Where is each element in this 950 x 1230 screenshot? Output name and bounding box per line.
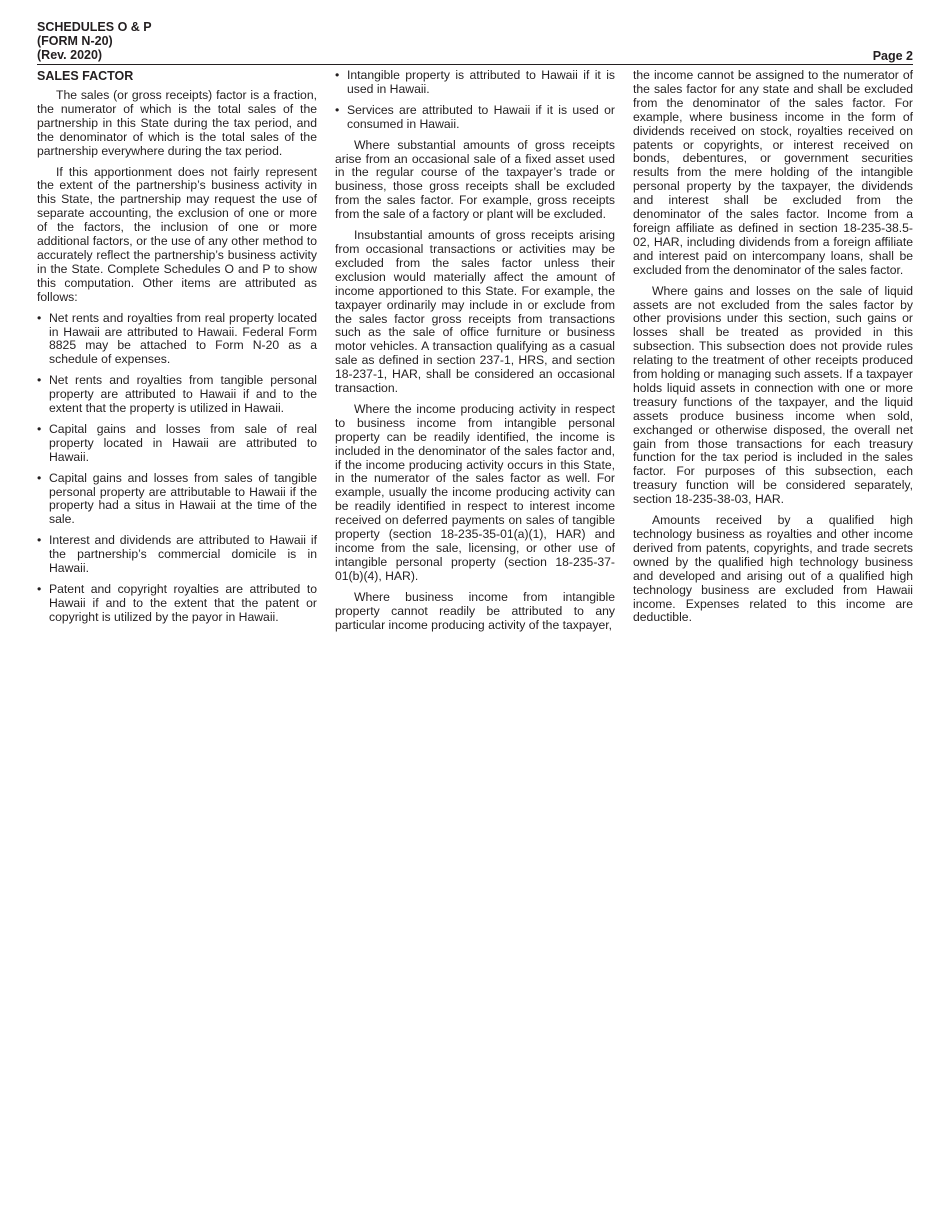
column-2: [335, 69, 615, 639]
paragraph: The sales (or gross receipts) factor is a fraction, the numerator of which is the total sales of the partnership in this State during the tax period, and the denominator of which is the total sales of the partnership everywhere during the tax period.: [37, 88, 317, 158]
paragraph: Amounts received by a qualified high technology business as royalties and other income derived from patents, copyrights, and trade secrets owned by the qualified high technology business and developed and arising out of a qualified high technology business are excluded from Hawaii income. Expenses related to this income are deductible.: [633, 513, 913, 625]
attribution-list: [37, 312, 317, 625]
list-item: • Patent and copyright royalties are attributed to Hawaii if and to the extent that the patent or copyright is utilized by the payor in Hawaii.: [37, 583, 317, 625]
list-item: • Capital gains and losses from sale of real property located in Hawaii are attributed to Hawaii.: [37, 423, 317, 465]
paragraph: Where business income from intangible property cannot readily be attributed to any particular income producing activity of the taxpayer,: [335, 589, 615, 632]
paragraph: Where the income producing activity in respect to business income from intangible personal property can be readily identified, the income is included in the denominator of the sales factor and, if the income producing activity occurs in this State, in the numerator of the sales factor as well. For example, usually the income producing activity can be readily identified in respect to interest income received on deferred payments on sales of tangible property (section 18-235-35-01(a)(1), HAR) and income from the sale, licensing, or other use of intangible personal property (section 18-235-37-01(b)(4), HAR).: [335, 401, 615, 583]
form-identifier: [37, 20, 152, 63]
section-title: SALES FACTOR: [37, 69, 134, 83]
paragraph: Where substantial amounts of gross receipts arise from an occasional sale of a fixed asset used in the regular course of the taxpayer’s trade or business, those gross receipts shall be excluded from the sales factor. For example, gross receipts from the sale of a factory or plant will be excluded.: [335, 137, 615, 222]
page-header: [37, 20, 913, 65]
page-number: Page 2: [872, 49, 913, 63]
column-3: [633, 69, 913, 632]
list-item: • Interest and dividends are attributed to Hawaii if the partnership’s commercial domicile is in Hawaii.: [37, 534, 317, 576]
paragraph: If this apportionment does not fairly represent the extent of the partnership’s business activity in this State, the partnership may request the use of separate accounting, the exclusion of one or more of the factors, the inclusion of one or more additional factors, or the use of any other method to accurately reflect the partnership’s business activity in the State. Complete Schedules O and P to show this computation. Other items are attributed as follows:: [37, 164, 317, 304]
list-item: • Intangible property is attributed to Hawaii if it is used in Hawaii.: [335, 69, 615, 97]
paragraph: Insubstantial amounts of gross receipts arising from occasional transactions or activities may be excluded from the sales factor unless their exclusion would materially affect the amount of income apportioned to this State. For example, the taxpayer ordinarily may include in or exclude from the sales factor gross receipts from transactions such as the sale of office furniture or business motor vehicles. A transaction qualifying as a casual sale as defined in section 237-1, HRS, and section 18-237-1, HAR, shall be considered an occasional transaction.: [335, 228, 615, 396]
paragraph: Where gains and losses on the sale of liquid assets are not excluded from the sales factor by other provisions under this section, such gains or losses shall be treated as provided in this subsection. This subsection does not provide rules relating to the treatment of other receipts produced from holding or managing such assets. If a taxpayer holds liquid assets in connection with one or more treasury functions of the taxpayer, and the liquid assets produce business income when sold, exchanged or otherwise disposed, the overall net gain from those transactions for each treasury function for the tax period is included in the sales factor. For purposes of this subsection, each treasury function will be considered separately, section 18-235-38-03, HAR.: [633, 283, 913, 507]
revision: (Rev. 2020): [37, 48, 103, 63]
attribution-list-continued: [335, 69, 615, 132]
list-item: • Net rents and royalties from tangible personal property are attributed to Hawaii if and to the extent that the property is utilized in Hawaii.: [37, 374, 317, 416]
paragraph: the income cannot be assigned to the numerator of the sales factor for any state and shall be excluded from the denominator of the sales factor. For example, where business income in the form of dividends received on stock, royalties received on patents or copyrights, or interest received on bonds, debentures, or government securities results from the mere holding of the intangible personal property by the taxpayer, the dividends and interest shall be excluded from the denominator of the sales factor. Income from a foreign affiliate as defined in section 18-235-38.5-02, HAR, including dividends from a foreign affiliate and interest paid on intercompany loans, shall be excluded from the denominator of the sales factor.: [633, 68, 913, 277]
list-item: • Net rents and royalties from real property located in Hawaii are attributed to Hawaii. Federal Form 8825 may be attached to Form N-20 as a schedule of expenses.: [37, 312, 317, 368]
form-number: (FORM N-20): [37, 34, 113, 49]
schedule-title: SCHEDULES O & P: [37, 20, 152, 34]
column-1: [37, 69, 317, 632]
list-item: • Services are attributed to Hawaii if it is used or consumed in Hawaii.: [335, 104, 615, 132]
list-item: • Capital gains and losses from sales of tangible personal property are attributable to Hawaii if the property had a situs in Hawaii at the time of the sale.: [37, 472, 317, 528]
